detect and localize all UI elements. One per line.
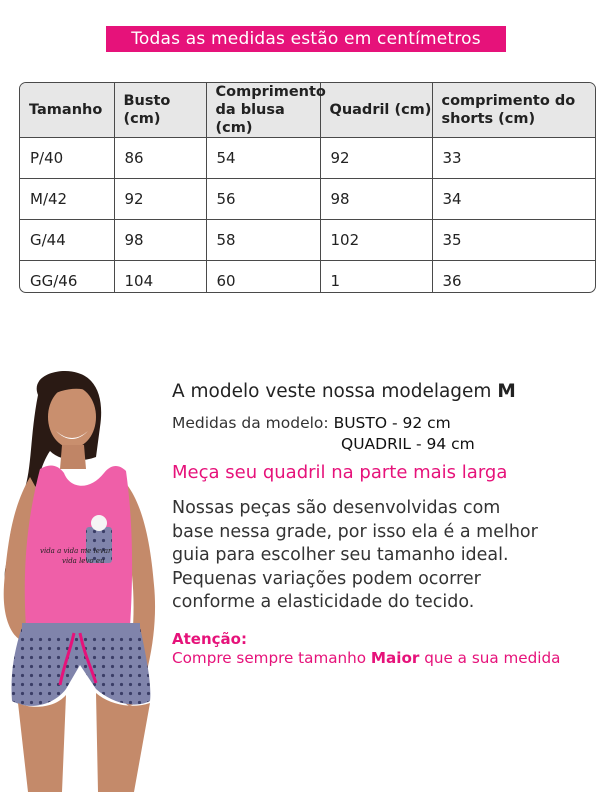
cell-size: GG/46 [20, 261, 114, 294]
cell-bust: 86 [114, 138, 206, 179]
paragraph-line: guia para escolher seu tamanho ideal. [172, 545, 509, 566]
table-row [20, 220, 595, 261]
attention-bold: Maior [370, 649, 420, 667]
cell-bust: 104 [114, 261, 206, 294]
paragraph-line: base nessa grade, por isso ela é a melhor [172, 521, 538, 542]
attention-title: Atenção: [172, 630, 247, 648]
cell-blouse-length: 56 [206, 179, 320, 220]
attention-after: que a sua medida [419, 649, 561, 667]
model-intro: A modelo veste nossa modelagem [172, 381, 492, 402]
attention-text [172, 649, 560, 667]
cell-blouse-length: 58 [206, 220, 320, 261]
header-size: Tamanho [20, 83, 114, 138]
header-bust: Busto (cm) [114, 83, 206, 138]
header-shorts-length: comprimento do shorts (cm) [432, 83, 595, 138]
cell-blouse-length: 60 [206, 261, 320, 294]
cell-shorts-length: 33 [432, 138, 595, 179]
paragraph-line: Pequenas variações podem ocorrer [172, 568, 481, 589]
cell-bust: 98 [114, 220, 206, 261]
shirt-print-text: vida a vida me levar [40, 547, 112, 555]
header-blouse-length: Comprimento da blusa (cm) [206, 83, 320, 138]
cell-shorts-length: 35 [432, 220, 595, 261]
attention-before: Compre sempre tamanho [172, 649, 371, 667]
model-bust: BUSTO - 92 cm [333, 414, 451, 432]
cell-blouse-length: 54 [206, 138, 320, 179]
model-size-line [172, 381, 516, 402]
cell-size: P/40 [20, 138, 114, 179]
model-size: M [497, 381, 516, 402]
table-row [20, 261, 595, 294]
cell-size: M/42 [20, 179, 114, 220]
svg-text:vida levo eu: vida levo eu [62, 557, 105, 565]
header-hip: Quadril (cm) [320, 83, 432, 138]
units-banner: Todas as medidas estão em centímetros [106, 26, 506, 52]
table-row [20, 138, 595, 179]
measures-label: Medidas da modelo: [172, 414, 329, 432]
cell-hip: 98 [320, 179, 432, 220]
paragraph-line: Nossas peças são desenvolvidas com [172, 498, 501, 518]
cell-shorts-length: 36 [442, 272, 462, 291]
cell-bust: 92 [114, 179, 206, 220]
cell-hip: 92 [320, 138, 432, 179]
hip-tip: Meça seu quadril na parte mais larga [172, 462, 508, 483]
cell-hip: 102 [320, 220, 432, 261]
paragraph-line: conforme a elasticidade do tecido. [172, 592, 475, 613]
cell-shorts-length: 34 [432, 179, 595, 220]
size-guide-paragraph [172, 497, 592, 615]
table-header-row [20, 83, 595, 138]
model-measures [172, 414, 451, 432]
model-hip: QUADRIL - 94 cm [341, 435, 475, 453]
cell-size: G/44 [20, 220, 114, 261]
model-photo [0, 365, 165, 792]
size-table [19, 82, 596, 293]
cell-hip: 1 [320, 261, 432, 294]
table-row [20, 179, 595, 220]
